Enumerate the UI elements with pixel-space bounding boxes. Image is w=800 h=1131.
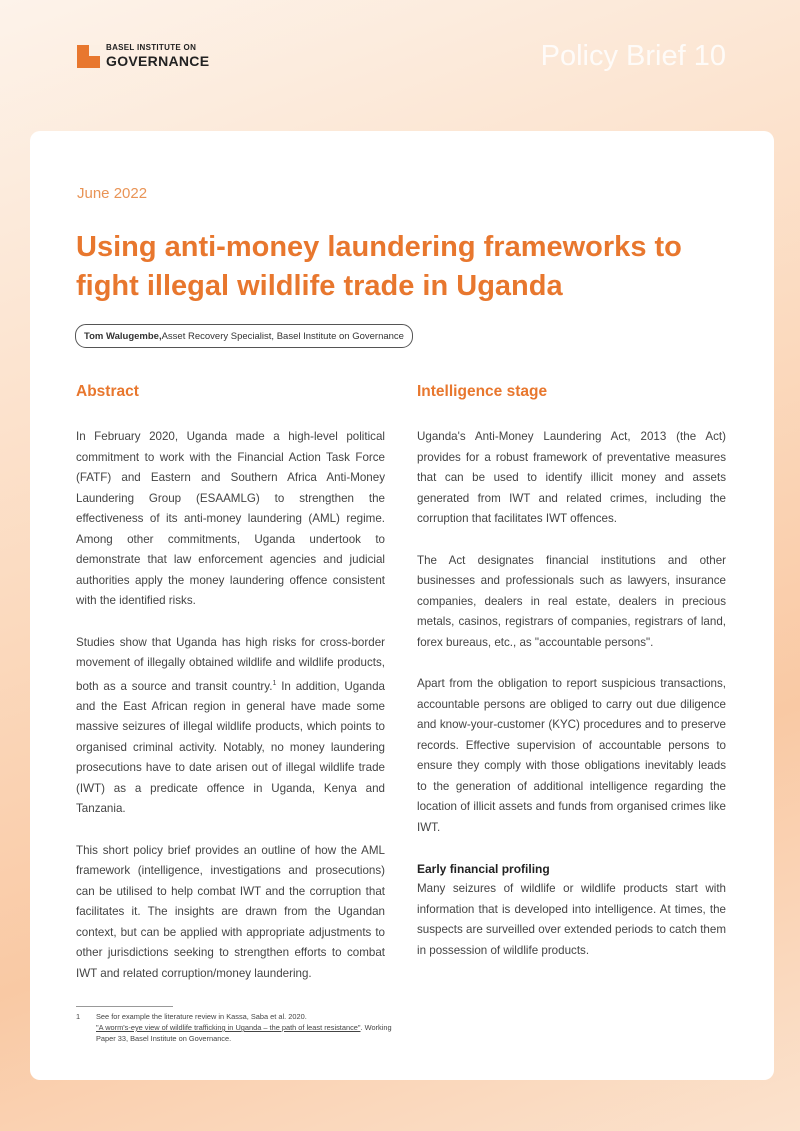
footnote-link[interactable]: "A worm's-eye view of wildlife trafficking in Uganda – the path of least resistance" [96,1023,361,1032]
page-title: Using anti-money laundering frameworks to fight illegal wildlife trade in Uganda [76,231,682,302]
author-role: Asset Recovery Specialist, Basel Institute on Governance [161,330,404,342]
footnote [76,1011,396,1044]
left-column [76,383,385,1005]
early-profiling-heading: Early financial profiling [417,862,550,876]
abstract-p2-start: Studies show that Uganda has high risks for cross-border movement of illegally obtained wildlife and wildlife products, both as a source and transit country. [76,635,385,693]
intelligence-paragraph-3: Apart from the obligation to report suspicious transactions, accountable persons are obliged to carry out due diligence and know-your-customer (KYC) procedures and to preserve records. Effective supervision of accountable persons to ensure they comply with those obligations inevitably leads to the generation of additional intelligence regarding the location of illicit assets and funds from organised crimes like IWT. [417,677,726,834]
brief-label: Policy Brief 10 [540,40,726,72]
footnote-tail: . Working Paper 33, Basel Institute on Governance. [96,1023,392,1043]
basel-logo [77,44,209,68]
document-card [30,131,774,1080]
author-name: Tom Walugembe, [84,330,162,342]
intelligence-heading: Intelligence stage [417,383,548,400]
abstract-paragraph-3: This short policy brief provides an outline of how the AML framework (intelligence, investigations and prosecutions) can be utilised to help combat IWT and the corruption that facilitates it. The insights are drawn from the Ugandan context, but can be applied with appropriate adjustments to other jurisdictions seeking to strengthen efforts to combat IWT and related corruption/money laundering. [76,843,385,980]
footnote-text: See for example the literature review in Kassa, Saba et al. 2020. [96,1012,307,1021]
intelligence-paragraph-1: Uganda's Anti-Money Laundering Act, 2013 (the Act) provides for a robust framework of preventative measures that can be used to identify illicit money and assets generated from IWT and related crimes, including the corruption that facilitates IWT offences. [417,430,726,525]
footnote-number: 1 [76,1012,81,1021]
intelligence-paragraph-2: The Act designates financial institutions and other businesses and professionals such as lawyers, insurance companies, dealers in real estate, dealers in precious metals, casinos, registrars of companies, registrars of land, forex bureaus, etc., as "accountable persons". [417,553,726,649]
logo-line2: GOVERNANCE [106,53,210,69]
abstract-heading: Abstract [76,383,139,400]
right-column [417,383,726,982]
publication-date: June 2022 [77,185,148,202]
footnote-divider [76,1006,173,1007]
intelligence-paragraph-4: Many seizures of wildlife or wildlife products start with information that is developed into intelligence. At times, the suspects are surveilled over extended periods to catch them in possession of wildlife products. [417,882,726,957]
author-byline [75,324,413,348]
abstract-paragraph-2 [76,633,385,820]
logo-line1: BASEL INSTITUTE ON [106,43,197,52]
footnote-ref[interactable]: 1 [272,679,277,687]
abstract-p2-end: In addition, Uganda and the East African region in general have made some massive seizures of illegal wildlife products, which points to organised criminal activity. Notably, no money laundering prosecutions have to date arisen out of illegal wildlife trade (IWT) as a predicate offence in Uganda, Kenya and Tanzania. [76,679,385,816]
abstract-paragraph-1: In February 2020, Uganda made a high-level political commitment to work with the Financial Action Task Force (FATF) and Eastern and Southern Africa Anti-Money Laundering Group (ESAAMLG) to strengthen the effectiveness of its anti-money laundering (AML) regime. Among other commitments, Uganda undertook to demonstrate that law enforcement agencies and judicial authorities apply the money laundering offence consistent with the identified risks. [76,430,385,607]
basel-logo-icon [77,45,100,68]
